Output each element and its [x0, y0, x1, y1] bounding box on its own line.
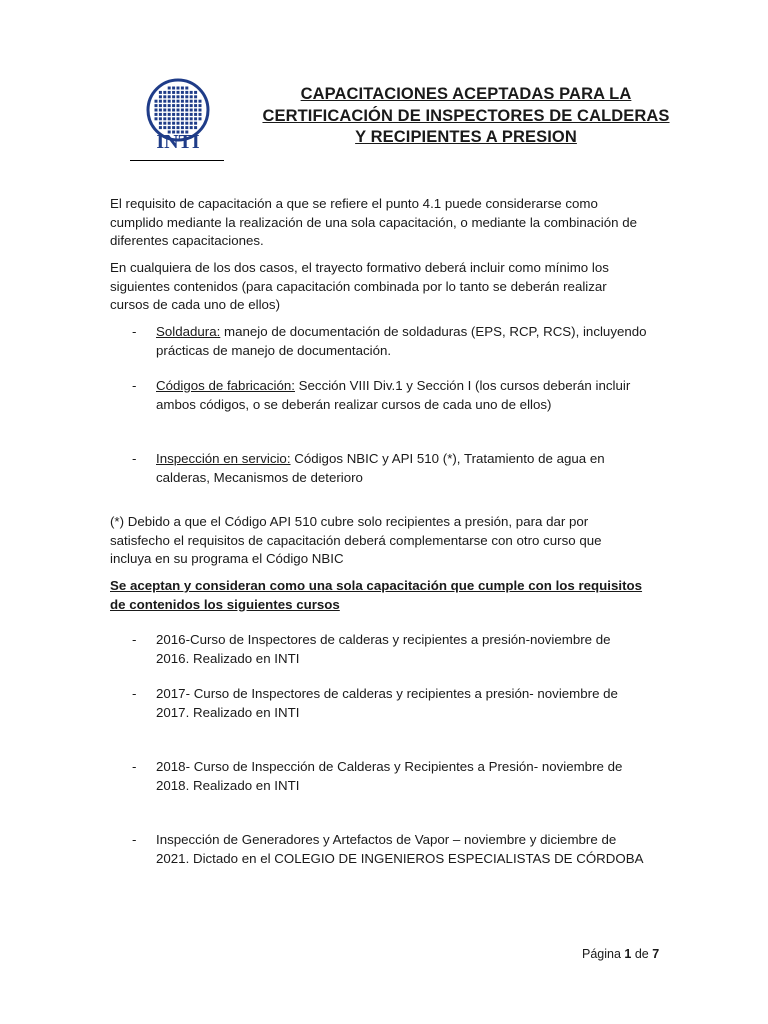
text-line: de contenidos los siguientes cursos [110, 596, 340, 612]
logo-dot [185, 109, 188, 112]
title-line: Y RECIPIENTES A PRESION [355, 128, 577, 146]
text-line: Se aceptan y consideran como una sola capacitación que cumple con los requisitos [110, 578, 643, 593]
api-note [110, 513, 680, 569]
intro-paragraph-1 [110, 195, 680, 251]
text-line: cursos de cada uno de ellos) [110, 297, 281, 312]
logo-dot [177, 113, 180, 116]
logo-dot [172, 104, 175, 107]
course-text: 2017- Curso de Inspectores de calderas y recipientes a presión- noviembre de [156, 686, 618, 701]
logo-dot [181, 117, 184, 120]
logo-dot [159, 91, 162, 94]
logo-dot [177, 87, 180, 90]
text-line: siguientes contenidos (para capacitación combinada por lo tanto se deberán realizar [110, 278, 607, 294]
logo-dot [185, 91, 188, 94]
logo-dot [155, 113, 158, 116]
logo-dot [185, 95, 188, 98]
logo-dot [172, 126, 175, 129]
logo-dot [181, 91, 184, 94]
logo-underline [130, 160, 224, 161]
logo-dot [155, 117, 158, 120]
logo-dot [172, 109, 175, 112]
logo-dot [185, 126, 188, 129]
logo-dot [177, 122, 180, 125]
logo-dot [163, 109, 166, 112]
logo-dot [159, 95, 162, 98]
course-text: 2018- Curso de Inspección de Calderas y Recipientes a Presión- noviembre de [156, 759, 623, 774]
logo-dot [185, 87, 188, 90]
logo-dot [177, 126, 180, 129]
logo-dot [172, 100, 175, 103]
logo-dot [168, 126, 171, 129]
logo-dot [194, 109, 197, 112]
logo-dot [172, 91, 175, 94]
logo-dot [163, 95, 166, 98]
logo-dot [194, 113, 197, 116]
list-dash: - [132, 759, 137, 774]
logo-dot [199, 104, 202, 107]
logo-dot [168, 104, 171, 107]
logo-dot [177, 109, 180, 112]
page-word: Página [582, 947, 621, 961]
content-text: Sección VIII Div.1 y Sección I (los cursos deberán incluir [294, 378, 631, 393]
content-text: manejo de documentación de soldaduras (EPS, RCP, RCS), incluyendo [220, 324, 647, 339]
text-line: incluya en su programa el Código NBIC [110, 551, 344, 566]
logo-dot [172, 117, 175, 120]
logo-dot [172, 113, 175, 116]
logo-dot [168, 117, 171, 120]
logo-dot [159, 104, 162, 107]
logo-dot [194, 91, 197, 94]
logo-dot [155, 100, 158, 103]
logo-dot [181, 113, 184, 116]
logo-dot [194, 104, 197, 107]
logo-dot [163, 126, 166, 129]
logo-dot [168, 109, 171, 112]
logo-dot [185, 100, 188, 103]
logo-dot [163, 91, 166, 94]
logo-dot [199, 109, 202, 112]
logo-dot [159, 126, 162, 129]
list-dash: - [132, 832, 137, 847]
logo-dot [199, 117, 202, 120]
logo-dot [177, 95, 180, 98]
course-text: 2016-Curso de Inspectores de calderas y recipientes a presión-noviembre de [156, 632, 611, 647]
logo-dot [185, 117, 188, 120]
text-line: satisfecho el requisitos de capacitación deberá complementarse con otro curso que [110, 532, 602, 548]
logo-dot [190, 126, 193, 129]
logo-text: INTI [156, 131, 200, 153]
logo-dot [163, 117, 166, 120]
logo-dot [168, 95, 171, 98]
text-line: cumplido mediante la realización de una sola capacitación, o mediante la combinación de [110, 214, 638, 230]
accepted-courses-heading [110, 577, 680, 614]
content-text: Códigos NBIC y API 510 (*), Tratamiento de agua en [290, 451, 605, 466]
content-label: Códigos de fabricación: [156, 378, 295, 393]
logo-dot [168, 91, 171, 94]
page-of: de [634, 947, 649, 961]
logo-dot [159, 109, 162, 112]
logo-dot [172, 122, 175, 125]
logo-dot [168, 87, 171, 90]
logo-dot [181, 122, 184, 125]
course-text: 2018. Realizado en INTI [156, 777, 300, 793]
logo-dot [181, 87, 184, 90]
course-text: 2016. Realizado en INTI [156, 650, 300, 666]
logo-dot [185, 104, 188, 107]
logo-dot [163, 100, 166, 103]
page-current: 1 [624, 947, 632, 961]
logo-dot [168, 122, 171, 125]
logo-dot [177, 91, 180, 94]
list-dash: - [132, 378, 137, 393]
text-line: En cualquiera de los dos casos, el trayecto formativo deberá incluir como mínimo los [110, 260, 609, 275]
logo-dot [155, 109, 158, 112]
logo-dot [199, 100, 202, 103]
logo-dot [190, 122, 193, 125]
content-text: ambos códigos, o se deberán realizar cursos de cada uno de ellos) [156, 396, 552, 412]
inti-logo [130, 70, 226, 162]
course-text: 2021. Dictado en el COLEGIO DE INGENIEROS ESPECIALISTAS DE CÓRDOBA [156, 850, 644, 866]
content-label: Inspección en servicio: [156, 451, 291, 466]
list-dash: - [132, 686, 137, 701]
document-title [248, 84, 684, 149]
logo-dot [190, 100, 193, 103]
logo-dot [181, 95, 184, 98]
text-line: (*) Debido a que el Código API 510 cubre solo recipientes a presión, para dar por [110, 514, 589, 529]
logo-dot [185, 122, 188, 125]
logo-dot [181, 126, 184, 129]
logo-dot [163, 113, 166, 116]
logo-dot [194, 95, 197, 98]
logo-dot [199, 113, 202, 116]
logo-dot [181, 109, 184, 112]
logo-dot [168, 113, 171, 116]
content-text: prácticas de manejo de documentación. [156, 342, 392, 358]
logo-dot [172, 95, 175, 98]
course-text: Inspección de Generadores y Artefactos de Vapor – noviembre y diciembre de [156, 832, 617, 847]
logo-dot [181, 104, 184, 107]
logo-dot [159, 100, 162, 103]
logo-dot [194, 100, 197, 103]
logo-dot [168, 100, 171, 103]
logo-dot [172, 87, 175, 90]
logo-dot [177, 104, 180, 107]
logo-dot [177, 100, 180, 103]
list-dash: - [132, 451, 137, 466]
logo-dot [190, 95, 193, 98]
text-line: El requisito de capacitación a que se refiere el punto 4.1 puede considerarse como [110, 196, 598, 211]
content-label: Soldadura: [156, 324, 221, 339]
page-total: 7 [652, 947, 660, 961]
logo-dot [190, 104, 193, 107]
logo-dot [181, 100, 184, 103]
logo-dot [155, 104, 158, 107]
logo-dot [194, 126, 197, 129]
logo-dot [163, 104, 166, 107]
logo-dot [159, 117, 162, 120]
logo-dot [190, 113, 193, 116]
logo-dot [194, 117, 197, 120]
course-text: 2017. Realizado en INTI [156, 704, 300, 720]
logo-dot [159, 122, 162, 125]
intro-paragraph-2 [110, 259, 680, 315]
list-dash: - [132, 632, 137, 647]
title-line: CAPACITACIONES ACEPTADAS PARA LA [300, 85, 632, 103]
content-text: calderas, Mecanismos de deterioro [156, 469, 363, 485]
logo-dot [185, 113, 188, 116]
page-number [582, 947, 659, 961]
logo-dot [177, 117, 180, 120]
logo-dot [159, 113, 162, 116]
list-dash: - [132, 324, 137, 339]
title-line: CERTIFICACIÓN DE INSPECTORES DE CALDERAS [262, 106, 670, 125]
logo-dot [190, 109, 193, 112]
logo-dot [194, 122, 197, 125]
text-line: diferentes capacitaciones. [110, 233, 264, 248]
logo-dot [163, 122, 166, 125]
logo-dot [190, 117, 193, 120]
logo-dot [190, 91, 193, 94]
